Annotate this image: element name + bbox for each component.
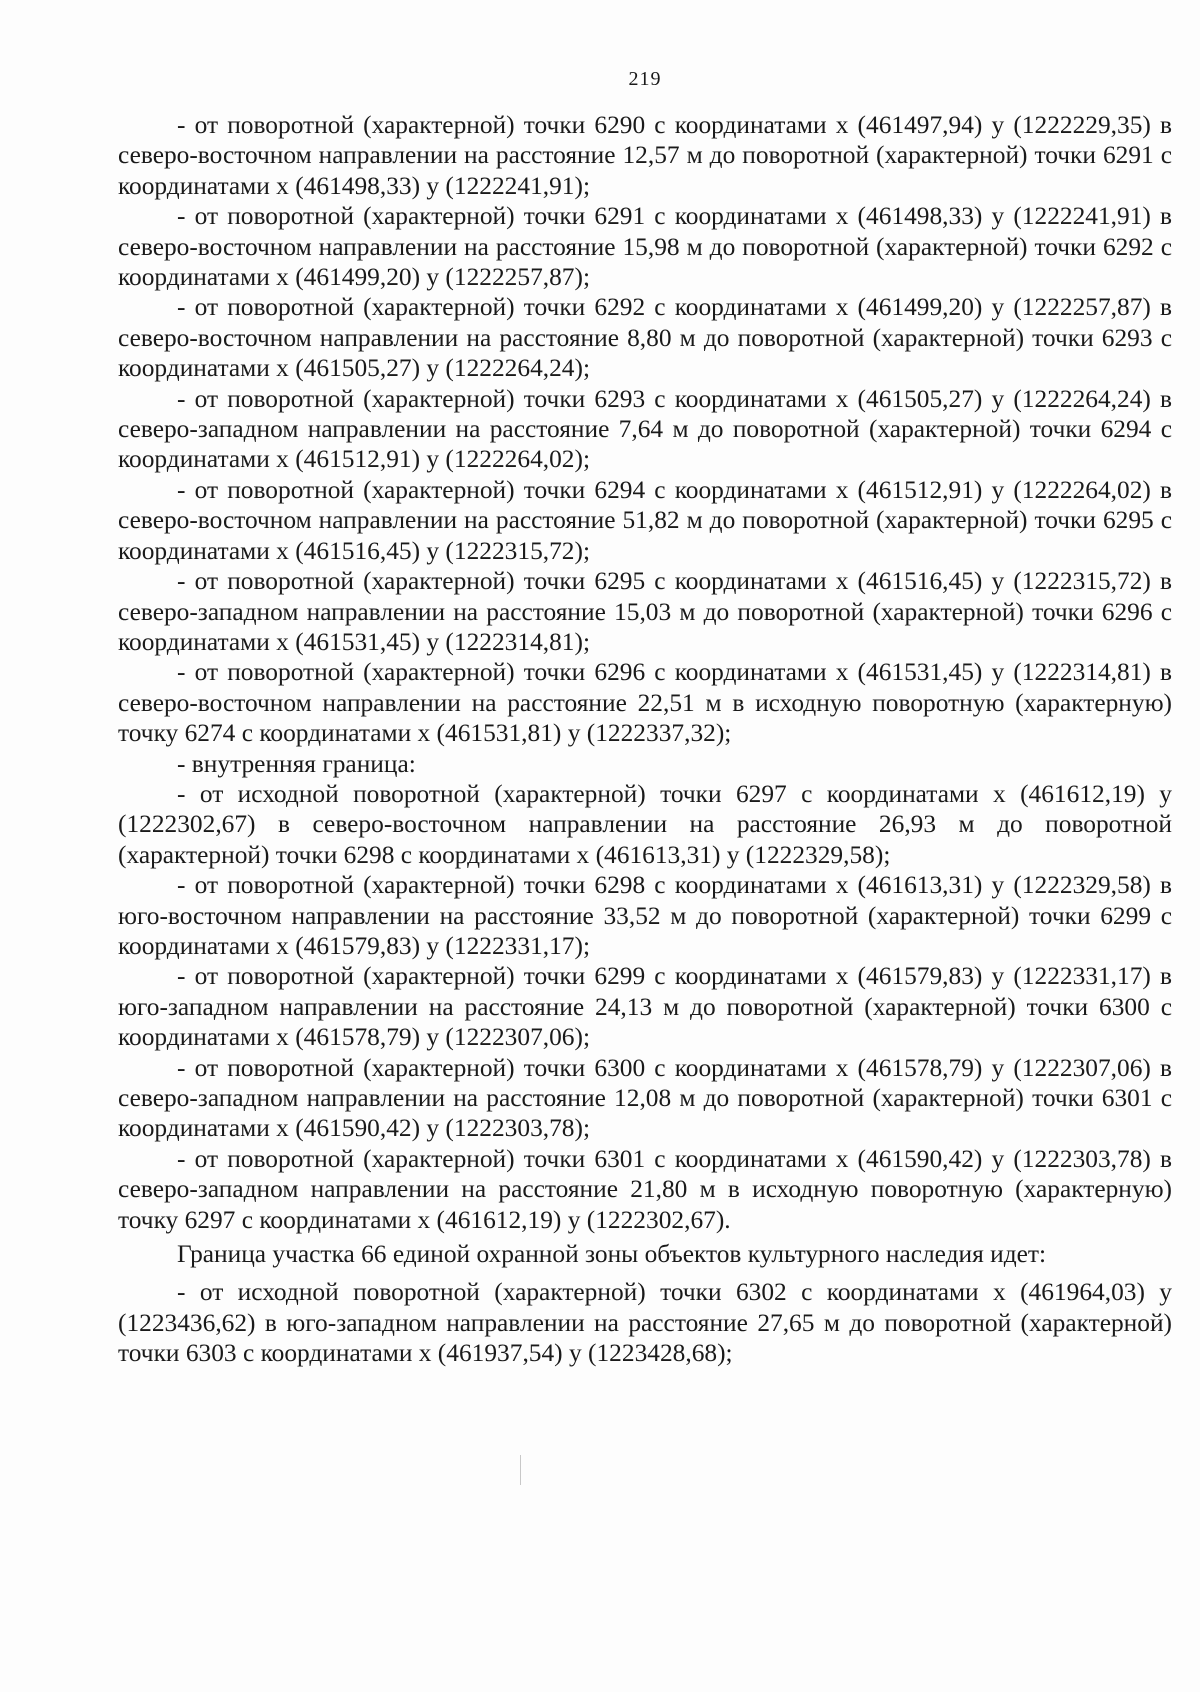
boundary-segment-paragraph: - от поворотной (характерной) точки 6299 с координатами x (461579,83) y (1222331,17) в юго-западном направлении на расстояние 24,13 м до поворотной (характерной) точки 6300 с координатами x (461578,79) y (1222307,06); (118, 962, 1172, 1052)
section-intro-paragraph: Граница участка 66 единой охранной зоны объектов культурного наследия идет: (177, 1240, 1047, 1269)
document-body (118, 110, 1172, 1369)
inner-boundary-heading: - внутренняя граница: (177, 749, 416, 778)
boundary-segment-paragraph: - от поворотной (характерной) точки 6301 с координатами x (461590,42) y (1222303,78) в северо-западном направлении на расстояние 21,80 м в исходную поворотную (характерную) точку 6297 с координатами x (461612,19) y (1222302,67). (118, 1144, 1172, 1234)
boundary-segment-paragraph: - от поворотной (характерной) точки 6294 с координатами x (461512,91) y (1222264,02) в северо-восточном направлении на расстояние 51,82 м до поворотной (характерной) точки 6295 с координатами x (461516,45) y (1222315,72); (118, 475, 1172, 565)
boundary-segment-paragraph: - от поворотной (характерной) точки 6292 с координатами x (461499,20) y (1222257,87) в северо-восточном направлении на расстояние 8,80 м до поворотной (характерной) точки 6293 с координатами x (461505,27) y (1222264,24); (118, 293, 1172, 383)
page-number: 219 (628, 68, 662, 90)
boundary-segment-paragraph: - от поворотной (характерной) точки 6291 с координатами x (461498,33) y (1222241,91) в северо-восточном направлении на расстояние 15,98 м до поворотной (характерной) точки 6292 с координатами x (461499,20) y (1222257,87); (118, 202, 1172, 292)
boundary-segment-paragraph: - от поворотной (характерной) точки 6300 с координатами x (461578,79) y (1222307,06) в северо-западном направлении на расстояние 12,08 м до поворотной (характерной) точки 6301 с координатами x (461590,42) y (1222303,78); (118, 1053, 1172, 1143)
boundary-segment-paragraph: - от исходной поворотной (характерной) точки 6302 с координатами x (461964,03) y (1223436,62) в юго-западном направлении на расстояние 27,65 м до поворотной (характерной) точки 6303 с координатами x (461937,54) y (1223428,68); (118, 1278, 1172, 1368)
boundary-segment-paragraph: - от поворотной (характерной) точки 6298 с координатами x (461613,31) y (1222329,58) в юго-восточном направлении на расстояние 33,52 м до поворотной (характерной) точки 6299 с координатами x (461579,83) y (1222331,17); (118, 871, 1172, 960)
boundary-segment-paragraph: - от поворотной (характерной) точки 6293 с координатами x (461505,27) y (1222264,24) в северо-западном направлении на расстояние 7,64 м до поворотной (характерной) точки 6294 с координатами x (461512,91) y (1222264,02); (118, 384, 1172, 474)
boundary-segment-paragraph: - от поворотной (характерной) точки 6290 с координатами x (461497,94) y (1222229,35) в северо-восточном направлении на расстояние 12,57 м до поворотной (характерной) точки 6291 с координатами x (461498,33) y (1222241,91); (118, 111, 1172, 200)
boundary-segment-paragraph: - от поворотной (характерной) точки 6296 с координатами x (461531,45) y (1222314,81) в северо-восточном направлении на расстояние 22,51 м в исходную поворотную (характерную) точку 6274 с координатами x (461531,81) y (1222337,32); (118, 658, 1172, 748)
boundary-segment-paragraph: - от исходной поворотной (характерной) точки 6297 с координатами x (461612,19) y (1222302,67) в северо-восточном направлении на расстояние 26,93 м до поворотной (характерной) точки 6298 с координатами x (461613,31) y (1222329,58); (118, 779, 1172, 869)
scan-artifact-line (520, 1455, 521, 1485)
boundary-segment-paragraph: - от поворотной (характерной) точки 6295 с координатами x (461516,45) y (1222315,72) в северо-западном направлении на расстояние 15,03 м до поворотной (характерной) точки 6296 с координатами x (461531,45) y (1222314,81); (118, 567, 1172, 656)
